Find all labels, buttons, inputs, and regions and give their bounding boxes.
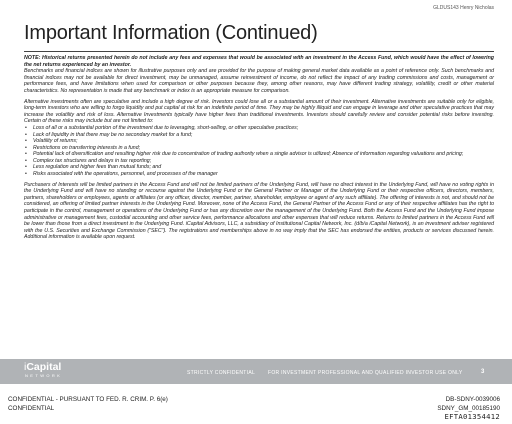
purchasers-paragraph: Purchasers of Interests will be limited partners in the Access Fund and will not be limited partners of the Underlying Fund, will have no direct interest in the Underlying Fund, will have no voting rights in the Underlying Fund and will have no standing or recourse against the Underlying Fund or the General Partner or Manager of the Underlying Fund or their respective officers, directors, members, partners, shareholders or employees, agents or affiliates (or any officer, director, member, partner, shareholder, employee or agent of any such affiliate). The offering of interests is not, and should not be considered, an offering of limited partner interests in the Underlying Fund. Moreover, none of the Access Fund, the General Partner of the Access Fund or any of their respective affiliates has the right to participate in the control, management or operations of the Underlying Fund or has any discretion over the management of the Underlying Fund. Both the Access Fund and the Underlying Fund impose administrative or management fees, custodial accounting and other service fees, performance allocations and other expenses that will reduce returns. Returns to limited partners in the Access Fund will be lower than those from a direct investment in the Underlying Fund. iCapital Advisors, LLC, a subsidiary of Institutional Capital Network, Inc. (d/b/a iCapital Network), is an investment adviser registered with the U.S. Securities and Exchange Commission (“SEC”). The registrations and memberships above in no way imply that the SEC has endorsed the entities, products or services discussed herein. Additional information is available upon request. — [24, 181, 494, 241]
footer-investor-use: FOR INVESTMENT PROFESSIONAL AND QUALIFIED INVESTOR USE ONLY — [268, 370, 463, 376]
list-item: • Less regulation and higher fees than mutual funds; and — [24, 164, 494, 171]
bates-line: SDNY_GM_00185190 — [437, 404, 500, 412]
benchmarks-paragraph: Benchmarks and financial indices are shown for illustrative purposes only and are provided for the purpose of making general market data available as a point of reference only. Such benchmarks and financial indices may not be available for direct investment, may be unmanaged, assume reinvestment of income, do not reflect the impact of any trading commissions and costs, management or performance fees, and have limitations when used for comparison or other purposes because they, among other reasons, may have different trading strategy, volatility, credit or other material characteristics. No representation is made that any benchmark or index is an appropriate measure for comparison. — [24, 68, 494, 94]
list-item: • Volatility of returns; — [24, 138, 494, 145]
list-item: • Loss of all or a substantial portion of the investment due to leveraging, short-selling, or other speculative practices; — [24, 125, 494, 132]
list-item: • Potential lack of diversification and resulting higher risk due to concentration of trading authority when a single advisor is utilized; Absence of information regarding valuations and pricing; — [24, 151, 494, 158]
bates-line: DB-SDNY-0039006 — [445, 396, 500, 403]
logo-i: i — [24, 361, 27, 373]
page-number: 3 — [481, 369, 485, 375]
list-item: • Complex tax structures and delays in tax reporting; — [24, 158, 494, 165]
alternatives-paragraph: Alternative investments often are speculative and include a high degree of risk. Investors could lose all or a substantial amount of their investment. Alternative investments are suitable only for eligible, long-term investors who are willing to forgo liquidity and put capital at risk for an indefinite period of time. They may be highly illiquid and can engage in leverage and other speculative practices that may increase the volatility and risk of loss. Alternative Investments typically have higher fees than traditional investments. Investors should carefully review and consider potential risks before investing. Certain of these risks may include but are not limited to: — [24, 98, 494, 125]
stamp-line: CONFIDENTIAL - PURSUANT TO FED. R. CRIM. P. 6(e) — [8, 396, 168, 403]
title-divider — [24, 51, 494, 52]
footer-confidential: STRICTLY CONFIDENTIAL — [187, 370, 256, 376]
header-note: GLDUS143 Henry Nicholas — [433, 5, 494, 11]
bates-number: EFTA01354412 — [444, 412, 500, 421]
logo-capital: Capital — [26, 361, 62, 373]
risk-list — [24, 125, 494, 177]
page-title: Important Information (Continued) — [24, 22, 318, 44]
bates-stamp — [437, 396, 500, 422]
disclosure-text — [24, 55, 494, 245]
icapital-logo — [24, 362, 62, 379]
list-item: • Risks associated with the operations, personnel, and processes of the manager — [24, 171, 494, 178]
stamp-line: CONFIDENTIAL — [8, 404, 55, 412]
list-item: • Lack of liquidity in that there may be no secondary market for a fund; — [24, 132, 494, 139]
logo-network: NETWORK — [25, 373, 63, 378]
confidential-stamp — [8, 396, 168, 413]
list-item: • Restrictions on transferring interests in a fund; — [24, 145, 494, 152]
fees-note: NOTE: Historical returns presented herein do not include any fees and expenses that would be associated with an investment in the Access Fund, which would have the effect of lowering the net returns experienced by an investor. — [24, 55, 494, 68]
